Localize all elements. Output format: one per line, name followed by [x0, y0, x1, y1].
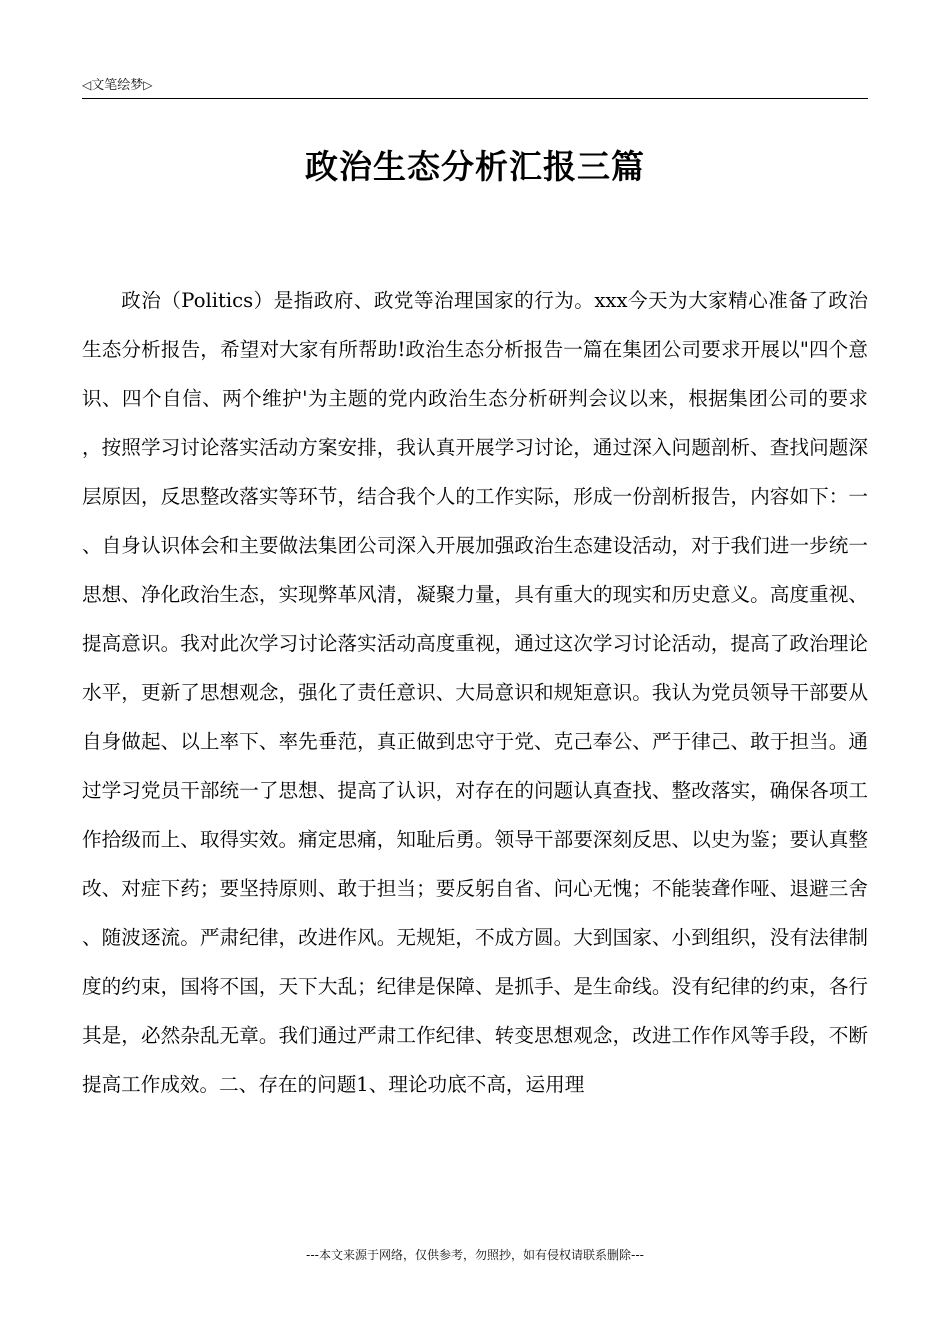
footer-notice: ---本文来源于网络，仅供参考，勿照抄，如有侵权请联系删除--- [306, 1248, 644, 1262]
header-brand [82, 76, 152, 95]
document-body: 政治（Politics）是指政府、政党等治理国家的行为。xxx今天为大家精心准备了政治生态分析报告，希望对大家有所帮助!政治生态分析报告一篇在集团公司要求开展以"四个意识、四个自信、两个维护'为主题的党内政治生态分析研判会议以来，根据集团公司的要求，按照学习讨论落实活动方案安排，我认真开展学习讨论，通过深入问题剖析、查找问题深层原因，反思整改落实等环节，结合我个人的工作实际，形成一份剖析报告，内容如下：一、自身认识体会和主要做法集团公司深入开展加强政治生态建设活动，对于我们进一步统一思想、净化政治生态，实现弊革风清，凝聚力量，具有重大的现实和历史意义。高度重视、提高意识。我对此次学习讨论落实活动高度重视，通过这次学习讨论活动，提高了政治理论水平，更新了思想观念，强化了责任意识、大局意识和规矩意识。我认为党员领导干部要从自身做起、以上率下、率先垂范，真正做到忠守于党、克己奉公、严于律己、敢于担当。通过学习党员干部统一了思想、提高了认识，对存在的问题认真查找、整改落实，确保各项工作拾级而上、取得实效。痛定思痛，知耻后勇。领导干部要深刻反思、以史为鉴；要认真整改、对症下药；要坚持原则、敢于担当；要反躬自省、问心无愧；不能装聋作哑、退避三舍、随波逐流。严肃纪律，改进作风。无规矩，不成方圆。大到国家、小到组织，没有法律制度的约束，国将不国，天下大乱；纪律是保障、是抓手、是生命线。没有纪律的约束，各行其是，必然杂乱无章。我们通过严肃工作纪律、转变思想观念，改进工作作风等手段，不断提高工作成效。二、存在的问题1、理论功底不高，运用理 [82, 289, 868, 1096]
page-header [82, 76, 868, 99]
right-triangle-icon: ▷ [143, 78, 153, 92]
document-title: 政治生态分析汇报三篇 [305, 147, 645, 186]
left-triangle-icon: ◁ [82, 78, 92, 92]
brand-name: 文笔绘梦 [91, 78, 144, 93]
